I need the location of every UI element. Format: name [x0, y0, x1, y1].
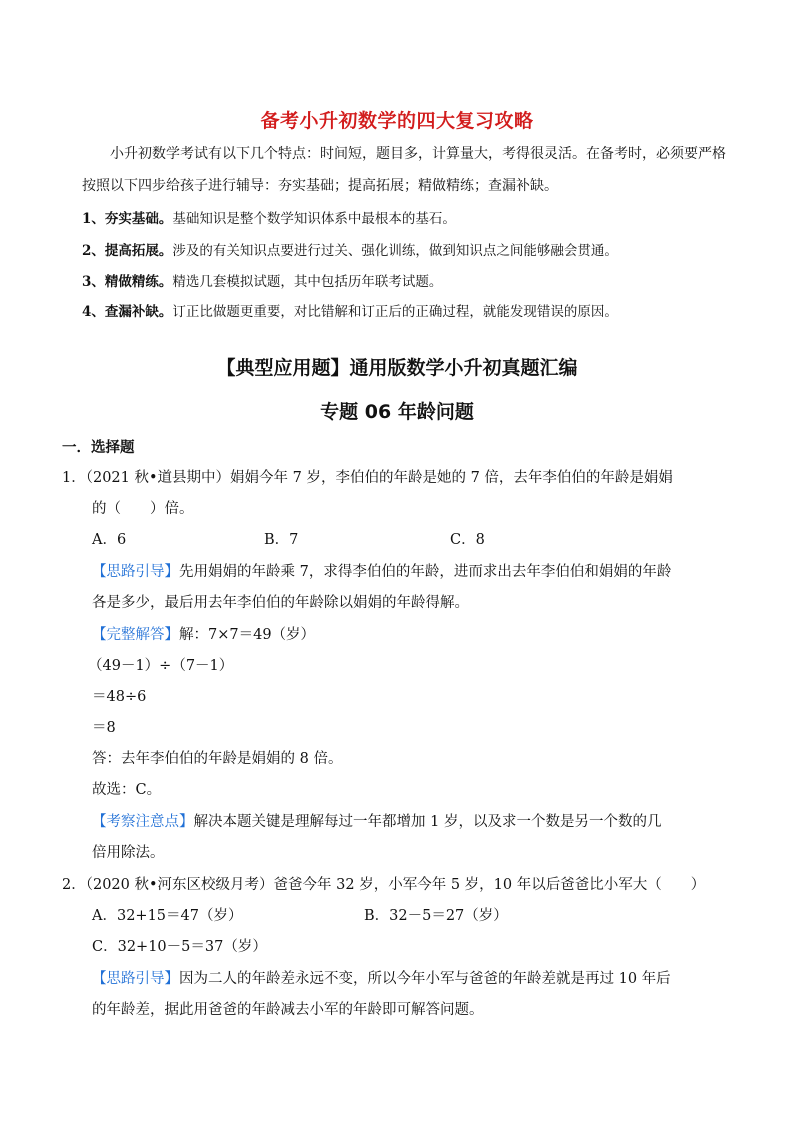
q2-guide-line-2: 的年龄差，据此用爸爸的年龄减去小军的年龄即可解答问题。 [92, 1002, 484, 1018]
tip-number: 1、 [82, 211, 105, 227]
tip-2 [82, 239, 618, 259]
tip-1 [82, 207, 456, 227]
guide-text: 先用娟娟的年龄乘 7，求得李伯伯的年龄，进而求出去年李伯伯和娟娟的年龄 [179, 564, 672, 580]
intro-line-1: 小升初数学考试有以下几个特点：时间短，题目多，计算量大，考得很灵活。在备考时，必须要严格 [110, 146, 726, 162]
q2-option-a: A．32+15＝47（岁） [92, 908, 243, 924]
q1-stem-line-2: 的（ ）倍。 [92, 501, 194, 517]
topic-heading: 专题 06 年龄问题 [320, 401, 474, 423]
q1-reply: 答：去年李伯伯的年龄是娟娟的 8 倍。 [92, 751, 343, 767]
q2-option-c: C．32+10－5＝37（岁） [92, 939, 267, 955]
collection-heading: 【典型应用题】通用版数学小升初真题汇编 [216, 357, 578, 379]
q1-stem-line-1: 1．（2021 秋•道县期中）娟娟今年 7 岁，李伯伯的年龄是她的 7 倍，去年李伯伯的年龄是娟娟 [62, 470, 673, 486]
guide-label: 【思路引导】 [92, 564, 179, 580]
tip-number: 4、 [82, 304, 105, 320]
q1-option-a: A．6 [92, 532, 127, 548]
tip-text: 精选几套模拟试题，其中包括历年联考试题。 [172, 274, 443, 290]
tip-heading: 提高拓展。 [104, 243, 173, 259]
q1-option-b: B．7 [264, 532, 299, 548]
tip-heading: 精做精练。 [104, 274, 173, 290]
tip-heading: 夯实基础。 [104, 211, 173, 227]
intro-line-2: 按照以下四步给孩子进行辅导：夯实基础；提高拓展；精做精练；查漏补缺。 [82, 178, 558, 194]
tip-number: 3、 [82, 274, 105, 290]
section-title: 一．选择题 [62, 440, 135, 456]
q2-guide-line-1 [92, 967, 671, 988]
q1-calc-line-1: （49－1）÷（7－1） [88, 658, 234, 674]
q1-answer-line [92, 623, 315, 644]
tip-4 [82, 300, 618, 320]
q1-choice: 故选：C。 [92, 782, 162, 798]
tip-text: 涉及的有关知识点要进行过关、强化训练，做到知识点之间能够融会贯通。 [172, 243, 618, 259]
q2-option-b: B．32－5＝27（岁） [364, 908, 508, 924]
tip-text: 订正比做题更重要，对比错解和订正后的正确过程，就能发现错误的原因。 [172, 304, 618, 320]
tip-number: 2、 [82, 243, 105, 259]
q1-note-line-2: 倍用除法。 [92, 845, 165, 861]
guide-text: 因为二人的年龄差永远不变，所以今年小军与爸爸的年龄差就是再过 10 年后 [179, 971, 671, 987]
q1-note-line-1 [92, 810, 661, 831]
answer-label: 【完整解答】 [92, 627, 179, 643]
q1-calc-line-2: ＝48÷6 [92, 689, 147, 705]
q1-guide-line-2: 各是多少，最后用去年李伯伯的年龄除以娟娟的年龄得解。 [92, 595, 469, 611]
note-label: 【考察注意点】 [92, 814, 194, 830]
q2-stem-line-1: 2．（2020 秋•河东区校级月考）爸爸今年 32 岁，小军今年 5 岁，10 年以后爸爸比小军大（ ） [62, 877, 706, 893]
guide-label: 【思路引导】 [92, 971, 179, 987]
q1-option-c: C．8 [450, 532, 485, 548]
tip-heading: 查漏补缺。 [104, 304, 173, 320]
answer-text: 解：7×7＝49（岁） [179, 627, 316, 643]
q1-guide-line-1 [92, 560, 671, 581]
note-text: 解决本题关键是理解每过一年都增加 1 岁，以及求一个数是另一个数的几 [193, 814, 662, 830]
tip-text: 基础知识是整个数学知识体系中最根本的基石。 [172, 211, 456, 227]
q1-calc-line-3: ＝8 [92, 720, 116, 736]
tip-3 [82, 270, 442, 290]
document-title: 备考小升初数学的四大复习攻略 [260, 110, 534, 132]
